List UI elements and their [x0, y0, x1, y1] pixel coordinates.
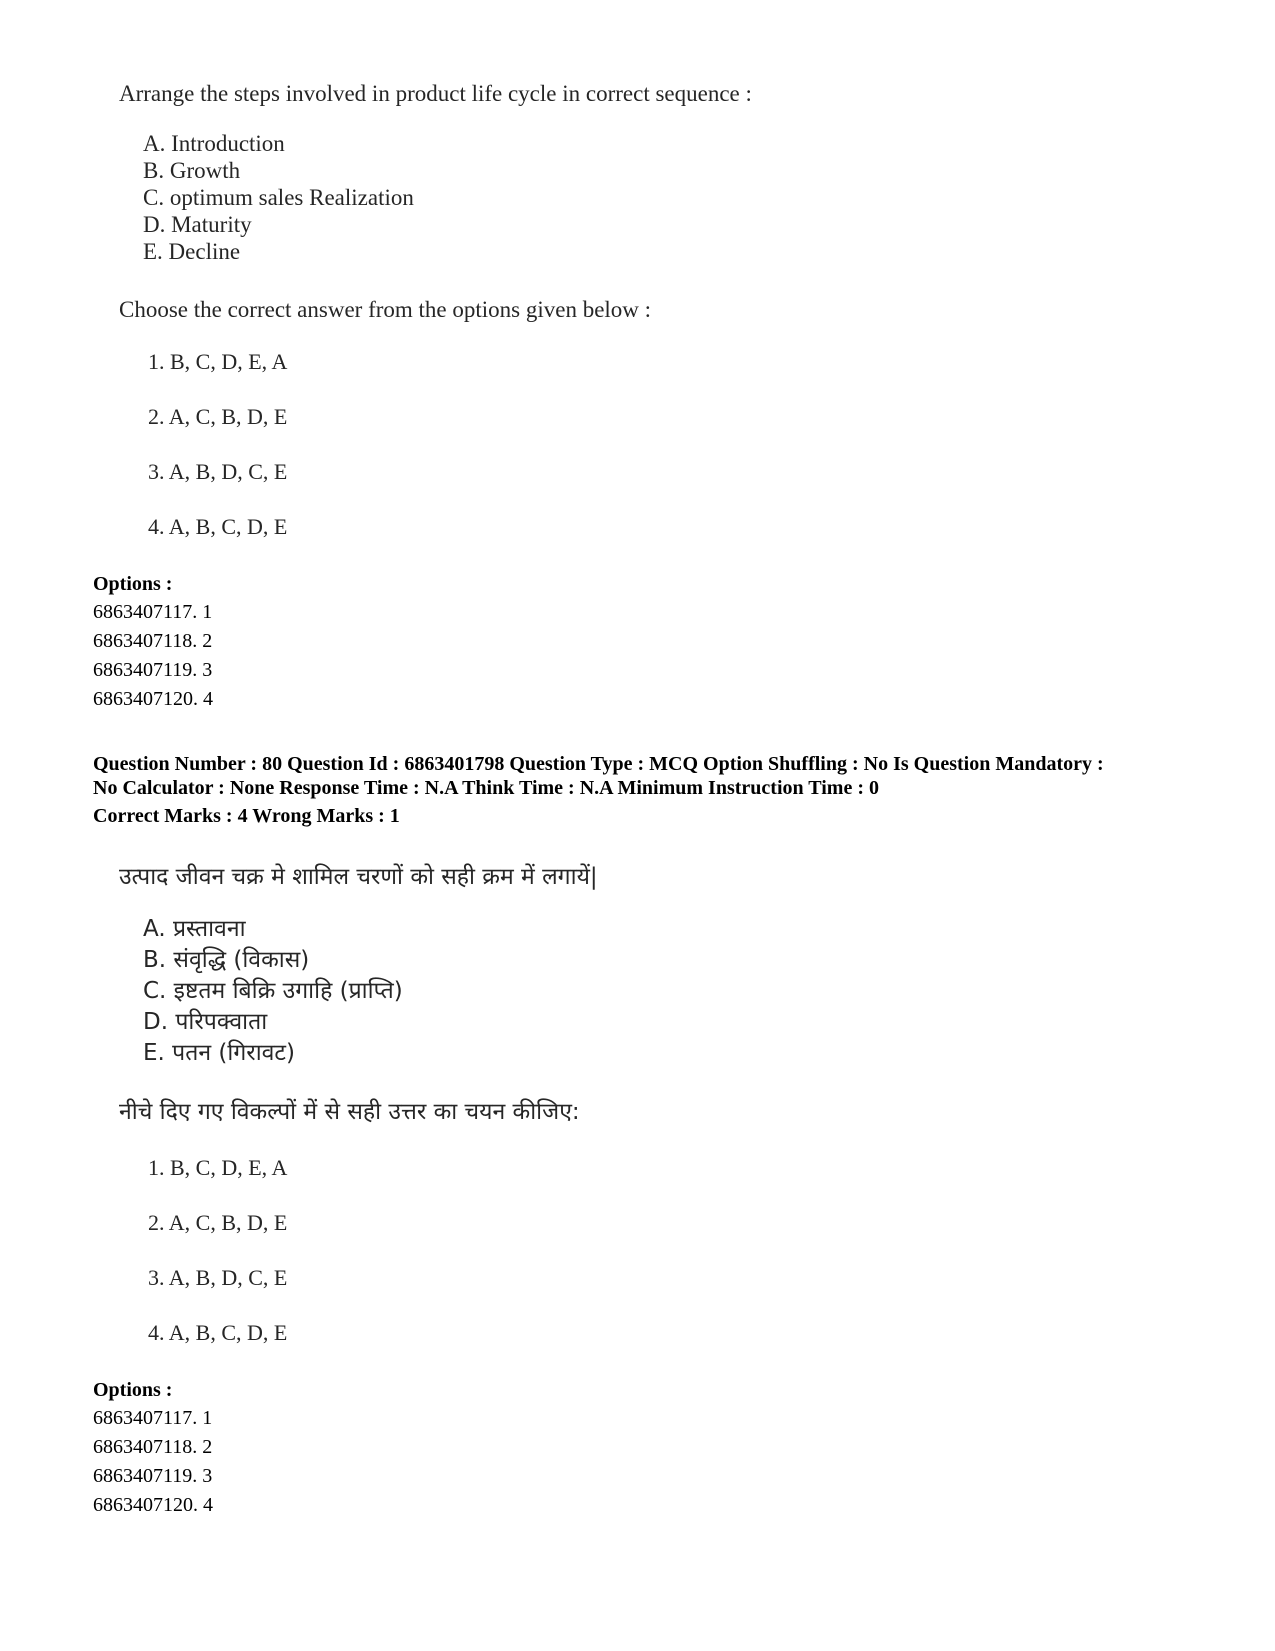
answer-choice: 4. A, B, C, D, E — [148, 514, 288, 539]
sequence-item: E. Decline — [143, 239, 241, 264]
choose-instruction: Choose the correct answer from the options given below : — [119, 297, 652, 322]
answer-choice: 4. A, B, C, D, E — [148, 1320, 288, 1345]
question-meta-line: Question Number : 80 Question Id : 6863401798 Question Type : MCQ Option Shuffling : No Is Question Mandatory : — [93, 753, 1104, 775]
options-heading: Options : — [93, 1379, 173, 1401]
sequence-item: B. संवृद्धि (विकास) — [143, 947, 310, 973]
option-id: 6863407117. 1 — [93, 1407, 213, 1429]
sequence-item: C. इष्टतम बिक्रि उगाहि (प्राप्ति) — [143, 978, 403, 1004]
answer-choice: 2. A, C, B, D, E — [148, 404, 288, 429]
answer-choice: 3. A, B, D, C, E — [148, 1265, 288, 1290]
option-id: 6863407119. 3 — [93, 1465, 213, 1487]
marks-line: Correct Marks : 4 Wrong Marks : 1 — [93, 805, 400, 827]
option-id: 6863407118. 2 — [93, 1436, 213, 1458]
choose-instruction-hindi: नीचे दिए गए विकल्पों में से सही उत्तर का चयन कीजिए: — [119, 1099, 580, 1125]
sequence-item: E. पतन (गिरावट) — [143, 1040, 296, 1066]
question-text: Arrange the steps involved in product life cycle in correct sequence : — [119, 81, 752, 106]
sequence-item: D. परिपक्वाता — [143, 1009, 268, 1035]
sequence-item: B. Growth — [143, 158, 241, 183]
option-id: 6863407119. 3 — [93, 659, 213, 681]
answer-choice: 3. A, B, D, C, E — [148, 459, 288, 484]
option-id: 6863407117. 1 — [93, 601, 213, 623]
sequence-item: A. Introduction — [143, 131, 285, 156]
option-id: 6863407118. 2 — [93, 630, 213, 652]
options-heading: Options : — [93, 573, 173, 595]
sequence-items-hindi — [143, 914, 403, 1069]
sequence-item: A. प्रस्तावना — [143, 916, 246, 942]
option-id: 6863407120. 4 — [93, 1494, 213, 1516]
sequence-items — [143, 130, 414, 265]
options-list — [93, 598, 213, 714]
sequence-item: D. Maturity — [143, 212, 252, 237]
options-list — [93, 1404, 213, 1520]
answer-choices — [148, 1154, 287, 1374]
question-meta-line: No Calculator : None Response Time : N.A Think Time : N.A Minimum Instruction Time : 0 — [93, 777, 879, 799]
option-id: 6863407120. 4 — [93, 688, 213, 710]
question-text-hindi: उत्पाद जीवन चक्र मे शामिल चरणों को सही क्रम में लगायें| — [119, 864, 598, 890]
answer-choice: 1. B, C, D, E, A — [148, 349, 288, 374]
answer-choice: 1. B, C, D, E, A — [148, 1155, 288, 1180]
answer-choice: 2. A, C, B, D, E — [148, 1210, 288, 1235]
answer-choices — [148, 348, 287, 568]
sequence-item: C. optimum sales Realization — [143, 185, 414, 210]
